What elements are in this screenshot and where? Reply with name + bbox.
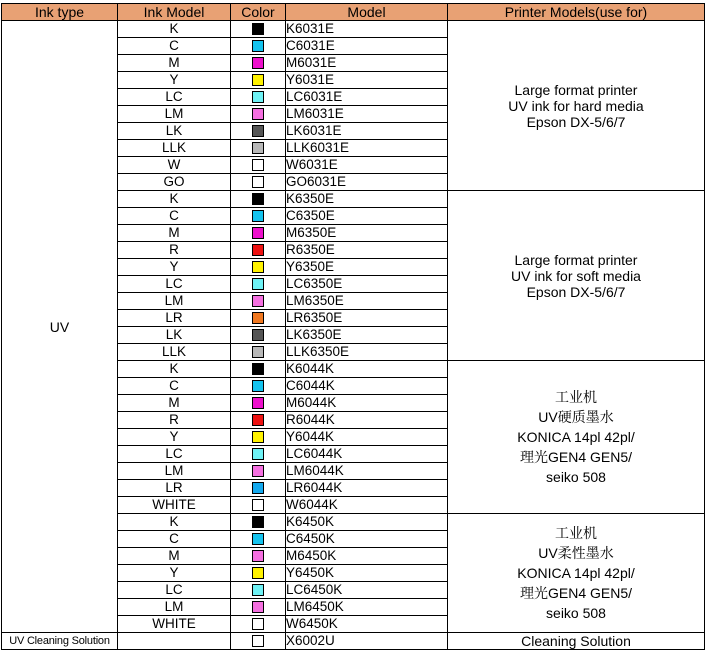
color-swatch-cell — [231, 21, 286, 38]
model-number: C6350E — [286, 208, 448, 225]
color-swatch — [252, 227, 264, 239]
printer-models-cell: Cleaning Solution — [448, 633, 705, 650]
color-swatch — [252, 295, 264, 307]
color-swatch-cell — [231, 327, 286, 344]
color-swatch-cell — [231, 548, 286, 565]
model-number: W6044K — [286, 497, 448, 514]
table-row — [2, 21, 705, 38]
model-number: LK6031E — [286, 123, 448, 140]
model-number: LC6031E — [286, 89, 448, 106]
color-swatch-cell — [231, 446, 286, 463]
color-swatch — [252, 210, 264, 222]
printer-models-cell — [448, 361, 705, 514]
ink-type-uv: UV — [2, 21, 118, 633]
color-swatch-cell — [231, 191, 286, 208]
printer-line: KONICA 14pl 42pl/ — [517, 565, 635, 581]
ink-code: LK — [118, 123, 231, 140]
header-ink-model: Ink Model — [118, 4, 231, 21]
model-number: LC6350E — [286, 276, 448, 293]
model-number: LK6350E — [286, 327, 448, 344]
color-swatch-cell — [231, 361, 286, 378]
color-swatch-cell — [231, 106, 286, 123]
model-number: M6350E — [286, 225, 448, 242]
printer-models-cell — [448, 21, 705, 191]
model-number: X6002U — [286, 633, 448, 650]
ink-code: Y — [118, 429, 231, 446]
color-swatch — [252, 40, 264, 52]
model-number: R6350E — [286, 242, 448, 259]
color-swatch — [252, 465, 264, 477]
model-number: Y6031E — [286, 72, 448, 89]
color-swatch-cell — [231, 565, 286, 582]
color-swatch-cell — [231, 310, 286, 327]
ink-code: WHITE — [118, 497, 231, 514]
color-swatch — [252, 567, 264, 579]
model-number: LLK6350E — [286, 344, 448, 361]
color-swatch-cell — [231, 616, 286, 633]
printer-models-cell — [448, 191, 705, 361]
model-number: K6031E — [286, 21, 448, 38]
ink-code: M — [118, 55, 231, 72]
printer-line: UV ink for hard media — [508, 97, 644, 114]
model-number: LR6350E — [286, 310, 448, 327]
model-number: W6031E — [286, 157, 448, 174]
ink-code: LLK — [118, 140, 231, 157]
color-swatch-cell — [231, 412, 286, 429]
model-number: Y6044K — [286, 429, 448, 446]
color-swatch — [252, 550, 264, 562]
color-swatch — [252, 244, 264, 256]
printer-line: Large format printer — [514, 81, 638, 98]
color-swatch-cell — [231, 276, 286, 293]
color-swatch-cell — [231, 259, 286, 276]
color-swatch — [252, 499, 264, 511]
ink-code: C — [118, 38, 231, 55]
color-swatch — [252, 431, 264, 443]
ink-code: M — [118, 395, 231, 412]
ink-code: K — [118, 21, 231, 38]
ink-code: R — [118, 242, 231, 259]
color-swatch-cell — [231, 72, 286, 89]
color-swatch — [252, 74, 264, 86]
color-swatch-cell — [231, 599, 286, 616]
ink-code: K — [118, 191, 231, 208]
ink-code: C — [118, 208, 231, 225]
color-swatch — [252, 176, 264, 188]
ink-code: Y — [118, 565, 231, 582]
color-swatch — [252, 329, 264, 341]
model-number: M6044K — [286, 395, 448, 412]
ink-code: Y — [118, 72, 231, 89]
printer-line: UV柔性墨水 — [538, 545, 614, 561]
printer-line: seiko 508 — [546, 605, 606, 621]
ink-code: LR — [118, 480, 231, 497]
model-number: LR6044K — [286, 480, 448, 497]
header-row — [2, 4, 705, 21]
printer-models-cell — [448, 514, 705, 633]
color-swatch — [252, 23, 264, 35]
ink-code: M — [118, 225, 231, 242]
table-row-cleaning — [2, 633, 705, 650]
model-number: W6450K — [286, 616, 448, 633]
color-swatch — [252, 414, 264, 426]
model-number: LM6044K — [286, 463, 448, 480]
header-printer-models: Printer Models(use for) — [448, 4, 705, 21]
printer-line: seiko 508 — [546, 469, 606, 485]
ink-code: K — [118, 514, 231, 531]
model-number: K6450K — [286, 514, 448, 531]
ink-code: K — [118, 361, 231, 378]
header-ink-type: Ink type — [2, 4, 118, 21]
color-swatch-cell — [231, 633, 286, 650]
color-swatch-cell — [231, 123, 286, 140]
color-swatch-cell — [231, 344, 286, 361]
color-swatch — [252, 159, 264, 171]
color-swatch-cell — [231, 480, 286, 497]
model-number: LM6031E — [286, 106, 448, 123]
printer-line: Epson DX-5/6/7 — [526, 283, 626, 300]
model-number: Y6450K — [286, 565, 448, 582]
ink-table — [1, 3, 705, 650]
color-swatch-cell — [231, 531, 286, 548]
ink-code: LK — [118, 327, 231, 344]
color-swatch — [252, 397, 264, 409]
color-swatch-cell — [231, 242, 286, 259]
color-swatch — [252, 312, 264, 324]
ink-code: LC — [118, 446, 231, 463]
model-number: C6031E — [286, 38, 448, 55]
ink-code: WHITE — [118, 616, 231, 633]
printer-line: Large format printer — [514, 251, 638, 268]
color-swatch-cell — [231, 157, 286, 174]
ink-code: LR — [118, 310, 231, 327]
color-swatch — [252, 533, 264, 545]
model-number: LM6350E — [286, 293, 448, 310]
printer-line: UV硬质墨水 — [538, 409, 614, 425]
printer-line: 理光GEN4 GEN5/ — [519, 585, 633, 601]
header-color: Color — [231, 4, 286, 21]
color-swatch-cell — [231, 174, 286, 191]
printer-line: Epson DX-5/6/7 — [526, 113, 626, 130]
header-model: Model — [286, 4, 448, 21]
ink-code: Y — [118, 259, 231, 276]
model-number: R6044K — [286, 412, 448, 429]
ink-code: LM — [118, 599, 231, 616]
color-swatch-cell — [231, 497, 286, 514]
ink-code: LC — [118, 276, 231, 293]
model-number: LC6450K — [286, 582, 448, 599]
ink-code: LM — [118, 106, 231, 123]
color-swatch — [252, 57, 264, 69]
model-number: Y6350E — [286, 259, 448, 276]
model-number: M6031E — [286, 55, 448, 72]
printer-line: 工业机 — [555, 525, 597, 541]
color-swatch — [252, 108, 264, 120]
printer-line: UV ink for soft media — [511, 267, 641, 284]
color-swatch — [252, 618, 264, 630]
ink-table-body — [2, 21, 705, 650]
ink-code: C — [118, 378, 231, 395]
color-swatch — [252, 601, 264, 613]
model-number: GO6031E — [286, 174, 448, 191]
color-swatch — [252, 91, 264, 103]
color-swatch-cell — [231, 38, 286, 55]
color-swatch-cell — [231, 378, 286, 395]
model-number: C6044K — [286, 378, 448, 395]
ink-code — [118, 633, 231, 650]
color-swatch — [252, 261, 264, 273]
color-swatch-cell — [231, 55, 286, 72]
color-swatch — [252, 346, 264, 358]
color-swatch-cell — [231, 429, 286, 446]
color-swatch-cell — [231, 514, 286, 531]
model-number: LC6044K — [286, 446, 448, 463]
ink-code: M — [118, 548, 231, 565]
color-swatch-cell — [231, 89, 286, 106]
color-swatch — [252, 363, 264, 375]
ink-code: W — [118, 157, 231, 174]
color-swatch-cell — [231, 582, 286, 599]
color-swatch-cell — [231, 395, 286, 412]
color-swatch — [252, 584, 264, 596]
color-swatch — [252, 380, 264, 392]
color-swatch — [252, 278, 264, 290]
color-swatch — [252, 516, 264, 528]
color-swatch — [252, 635, 264, 647]
color-swatch — [252, 193, 264, 205]
color-swatch-cell — [231, 140, 286, 157]
color-swatch-cell — [231, 293, 286, 310]
color-swatch — [252, 142, 264, 154]
ink-code: R — [118, 412, 231, 429]
model-number: K6044K — [286, 361, 448, 378]
model-number: LLK6031E — [286, 140, 448, 157]
printer-line: 理光GEN4 GEN5/ — [519, 449, 633, 465]
color-swatch — [252, 448, 264, 460]
color-swatch-cell — [231, 208, 286, 225]
color-swatch-cell — [231, 463, 286, 480]
ink-code: C — [118, 531, 231, 548]
color-swatch — [252, 482, 264, 494]
model-number: M6450K — [286, 548, 448, 565]
printer-line: 工业机 — [555, 389, 597, 405]
color-swatch-cell — [231, 225, 286, 242]
model-number: C6450K — [286, 531, 448, 548]
ink-code: LC — [118, 582, 231, 599]
printer-line: KONICA 14pl 42pl/ — [517, 429, 635, 445]
ink-type-cleaning: UV Cleaning Solution — [2, 633, 118, 650]
ink-code: LM — [118, 293, 231, 310]
color-swatch — [252, 125, 264, 137]
model-number: K6350E — [286, 191, 448, 208]
ink-code: LC — [118, 89, 231, 106]
ink-code: LM — [118, 463, 231, 480]
ink-code: GO — [118, 174, 231, 191]
ink-code: LLK — [118, 344, 231, 361]
model-number: LM6450K — [286, 599, 448, 616]
